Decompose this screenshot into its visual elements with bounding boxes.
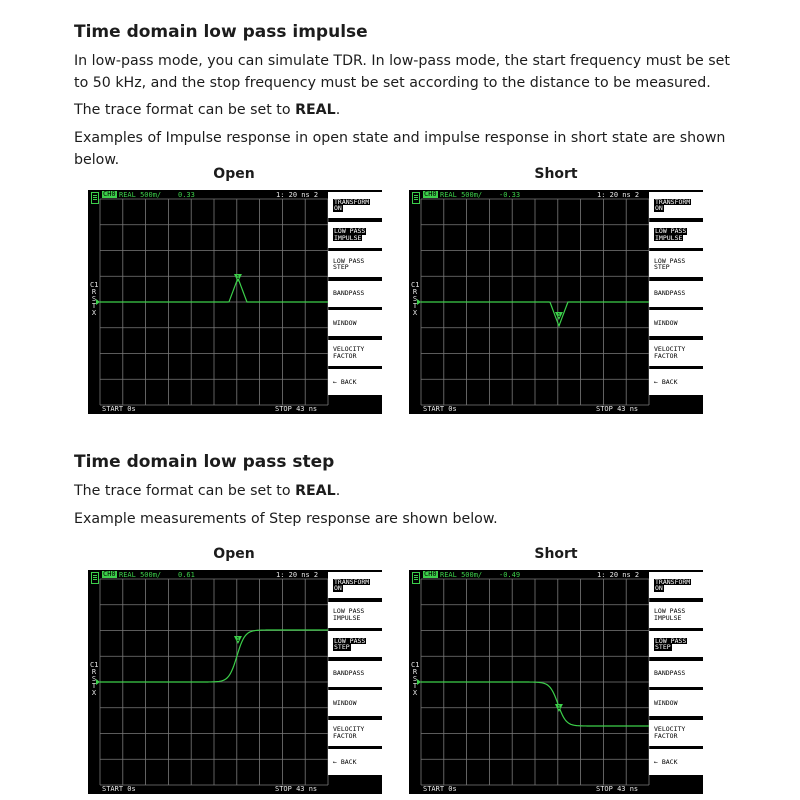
menu-item[interactable]: [649, 310, 703, 336]
menu-item-label: ← BACK: [654, 757, 678, 766]
menu-item-label: LOW PASS: [655, 227, 687, 235]
menu-item-label: ON: [655, 584, 663, 592]
menu-item-label: WINDOW: [654, 318, 678, 327]
bold-real: REAL: [295, 102, 336, 118]
channel-c1-label: C1: [90, 281, 99, 289]
trace-format-label: REAL 500m/: [440, 571, 483, 579]
menu-item[interactable]: [328, 749, 382, 775]
side-letter: S: [91, 295, 97, 303]
menu-item[interactable]: [649, 369, 703, 395]
side-letter: X: [412, 309, 418, 317]
trace-value: 0.33: [178, 191, 195, 199]
start-label: START 0s: [423, 405, 457, 413]
channel-badge: CH0: [103, 570, 116, 578]
menu-item-label: FACTOR: [333, 351, 357, 360]
menu-item-label: ← BACK: [333, 757, 357, 766]
side-letter: X: [91, 309, 97, 317]
menu-item-label: WINDOW: [654, 698, 678, 707]
menu-item[interactable]: [649, 572, 703, 598]
stop-label: STOP 43 ns: [275, 785, 318, 793]
menu-item[interactable]: [649, 222, 703, 248]
side-labels: [411, 662, 419, 697]
section1-paragraph-2: [74, 99, 734, 121]
side-labels: [90, 282, 98, 317]
menu-item-label: IMPULSE: [654, 613, 682, 622]
menu-item[interactable]: [328, 222, 382, 248]
side-letter: T: [412, 682, 418, 690]
menu-item-label: VELOCITY: [333, 345, 365, 353]
text-fragment: .: [335, 102, 341, 118]
menu-item-label: WINDOW: [333, 698, 357, 707]
menu-item-label: VELOCITY: [654, 725, 686, 733]
marker-number: 1: [557, 705, 561, 711]
text-fragment: .: [335, 483, 341, 499]
nanovna-screen-open-impulse: [88, 190, 382, 414]
channel-c1-label: C1: [411, 661, 420, 669]
text-fragment: The trace format can be set to: [74, 102, 296, 118]
channel-c1-label: C1: [411, 281, 420, 289]
menu-item[interactable]: [649, 340, 703, 366]
menu-item[interactable]: [649, 281, 703, 307]
menu-item-label: STEP: [654, 263, 670, 271]
menu-item[interactable]: [649, 690, 703, 716]
menu-item[interactable]: [649, 192, 703, 218]
menu-item-label: LOW PASS: [654, 607, 686, 615]
menu-item[interactable]: [328, 192, 382, 218]
side-labels: [411, 282, 419, 317]
channel-badge: CH0: [103, 190, 116, 198]
battery-icon: [412, 572, 420, 584]
marker-number: 1: [236, 637, 240, 643]
menu-item-label: IMPULSE: [334, 233, 362, 242]
menu-item[interactable]: [328, 310, 382, 336]
battery-icon: [91, 572, 99, 584]
battery-icon: [91, 192, 99, 204]
menu-item[interactable]: [328, 631, 382, 657]
stop-label: STOP 43 ns: [596, 405, 639, 413]
trace-format-label: REAL 500m/: [119, 191, 162, 199]
start-label: START 0s: [423, 785, 457, 793]
menu-item-label: TRANSFORM: [334, 577, 370, 586]
stop-label: STOP 43 ns: [596, 785, 639, 793]
menu-item-label: TRANSFORM: [655, 197, 691, 206]
start-label: START 0s: [102, 405, 136, 413]
side-letter: S: [412, 295, 418, 303]
text-fragment: The trace format can be set to: [74, 483, 296, 499]
trace-value: 0.61: [178, 571, 195, 579]
nanovna-screen-short-step: [409, 570, 703, 794]
marker-readout: 1: 20 ns 2: [276, 191, 319, 199]
menu-item[interactable]: [649, 631, 703, 657]
menu-item-label: TRANSFORM: [655, 577, 691, 586]
marker-readout: 1: 20 ns 2: [597, 191, 640, 199]
menu-item[interactable]: [328, 720, 382, 746]
menu-item-label: LOW PASS: [334, 636, 366, 645]
menu-item-label: ON: [334, 204, 342, 212]
menu-item-label: STEP: [655, 643, 671, 651]
menu-item[interactable]: [328, 690, 382, 716]
side-letter: R: [412, 668, 418, 676]
menu-item-label: BANDPASS: [654, 289, 686, 298]
menu-item-label: VELOCITY: [654, 345, 686, 353]
section2-paragraph-3: Example measurements of Step response are shown below.: [74, 511, 498, 527]
caption-short-impulse: Short: [534, 166, 578, 182]
side-letter: T: [412, 302, 418, 310]
start-label: START 0s: [102, 785, 136, 793]
menu-item[interactable]: [328, 281, 382, 307]
menu-item[interactable]: [328, 340, 382, 366]
side-letter: X: [412, 689, 418, 697]
menu-item-label: BANDPASS: [654, 669, 686, 678]
stop-label: STOP 43 ns: [275, 405, 318, 413]
side-letter: R: [91, 668, 97, 676]
menu-item-label: BANDPASS: [333, 669, 365, 678]
caption-short-step: Short: [534, 546, 578, 562]
menu-item-label: ← BACK: [654, 377, 678, 386]
trace-value: -0.49: [499, 571, 521, 579]
section2-paragraph-2: [74, 480, 734, 502]
side-letter: T: [91, 302, 97, 310]
nanovna-screen-short-impulse: [409, 190, 703, 414]
menu-item[interactable]: [328, 572, 382, 598]
bold-real: REAL: [295, 483, 336, 499]
menu-item-label: VELOCITY: [333, 725, 365, 733]
menu-item-label: ← BACK: [333, 377, 357, 386]
menu-item-label: IMPULSE: [655, 233, 683, 242]
menu-item-label: FACTOR: [654, 731, 678, 740]
side-labels: [90, 662, 98, 697]
menu-item-label: IMPULSE: [333, 613, 361, 622]
trace-format-label: REAL 500m/: [119, 571, 162, 579]
channel-badge: CH0: [424, 190, 437, 198]
marker-readout: 1: 20 ns 2: [597, 571, 640, 579]
menu-item-label: WINDOW: [333, 318, 357, 327]
nanovna-screen-open-step: [88, 570, 382, 794]
side-letter: R: [91, 288, 97, 296]
side-letter: S: [412, 675, 418, 683]
menu-item-label: LOW PASS: [333, 607, 365, 615]
side-letter: X: [91, 689, 97, 697]
channel-badge: CH0: [424, 570, 437, 578]
menu-item[interactable]: [328, 661, 382, 687]
menu-item-label: LOW PASS: [334, 227, 366, 235]
menu-item-label: STEP: [334, 643, 350, 651]
channel-c1-label: C1: [90, 661, 99, 669]
menu-item-label: FACTOR: [654, 351, 678, 360]
trace-format-label: REAL 500m/: [440, 191, 483, 199]
section2-heading: Time domain low pass step: [74, 452, 335, 472]
section1-paragraph-3: Examples of Impulse response in open state and impulse response in short state are shown below.: [74, 130, 726, 168]
caption-open-step: Open: [213, 546, 255, 562]
menu-item-label: STEP: [333, 263, 349, 271]
menu-item[interactable]: [649, 251, 703, 277]
marker-number: 1: [236, 275, 240, 281]
side-letter: T: [91, 682, 97, 690]
menu-item-label: ON: [334, 584, 342, 592]
menu-item-label: FACTOR: [333, 731, 357, 740]
menu-item-label: LOW PASS: [654, 256, 686, 265]
marker-readout: 1: 20 ns 2: [276, 571, 319, 579]
menu-item[interactable]: [649, 749, 703, 775]
menu-item-label: ON: [655, 204, 663, 212]
menu-item-label: LOW PASS: [333, 256, 365, 265]
marker-number: 1: [557, 313, 561, 319]
side-letter: S: [91, 675, 97, 683]
menu-item[interactable]: [649, 720, 703, 746]
menu-item[interactable]: [328, 369, 382, 395]
menu-item[interactable]: [649, 661, 703, 687]
menu-item[interactable]: [328, 251, 382, 277]
side-letter: R: [412, 288, 418, 296]
trace-value: -0.33: [499, 191, 521, 199]
menu-item-label: LOW PASS: [655, 636, 687, 645]
battery-icon: [412, 192, 420, 204]
menu-item-label: BANDPASS: [333, 289, 365, 298]
menu-item-label: TRANSFORM: [334, 197, 370, 206]
section1-paragraph-1: In low-pass mode, you can simulate TDR. In low-pass mode, the start frequency must be set to 50 kHz, and the stop frequency must be set according to the distance to be measured.: [74, 53, 730, 91]
menu-item[interactable]: [328, 602, 382, 628]
caption-open-impulse: Open: [213, 166, 255, 182]
menu-item[interactable]: [649, 602, 703, 628]
section1-heading: Time domain low pass impulse: [74, 22, 368, 42]
